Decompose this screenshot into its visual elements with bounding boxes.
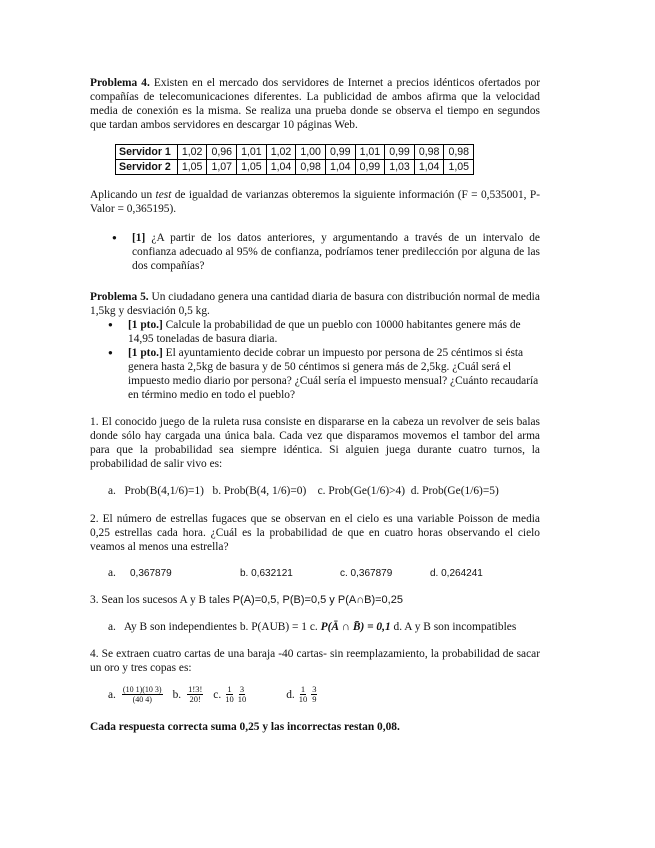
table-row (116, 145, 474, 160)
table-cell: 0,99 (385, 145, 415, 160)
fraction-numerator: (10 1)(10 3) (122, 685, 162, 694)
question-3-options (90, 620, 540, 634)
fraction-denominator: 10 (237, 694, 247, 704)
question-2: 2. El número de estrellas fugaces que se observan en el cielo es una variable Poisson de media 0,25 estrellas cada hora. ¿Cuál es la probabilidad de que en cuatro horas observando el cielo veamos al menos una estrella? (90, 513, 540, 553)
table-cell: 0,98 (296, 160, 326, 175)
variance-test-text (90, 188, 540, 216)
option-letter: a. (108, 567, 116, 579)
list-item (132, 231, 540, 273)
option-value: b. 0,632121 (240, 568, 293, 579)
variance-test-pre: Aplicando un (90, 189, 156, 201)
fraction-a (122, 685, 163, 704)
fraction-b (187, 685, 203, 704)
fraction-numerator: 1 (300, 684, 306, 694)
problem-4-text: Existen en el mercado dos servidores de Internet a precios idénticos ofertados por compañías de telecomunicaciones diferentes. La publicidad de ambos afirma que la velocidad media de conexión es la misma. Se realiza una prueba donde se observa el tiempo en segundos que tardan ambos servidores en descargar 10 páginas Web. (90, 77, 540, 131)
table-row-header: Servidor 1 (116, 145, 178, 160)
question-1: 1. El conocido juego de la ruleta rusa consiste en dispararse en la cabeza un revolver de seis balas donde sólo hay cargada una única bala. Cada vez que disparamos movemos el tambor del arma para que la probabilidad sea siempre idéntica. Si alguien juega durante cuatro turnos, la probabilidad de salir vivo es: (90, 416, 540, 470)
fraction-denominator: 10 (298, 694, 308, 704)
option-value: 0,367879 (130, 568, 172, 579)
problem-4 (90, 76, 540, 132)
table-cell: 1,04 (414, 160, 444, 175)
table-cell: 1,00 (296, 145, 326, 160)
table-cell: 1,02 (266, 145, 296, 160)
fraction-numerator: 3 (312, 684, 317, 694)
list-item (128, 318, 540, 346)
fraction-numerator: 3 (239, 684, 245, 694)
fraction-denominator: 9 (312, 694, 317, 704)
fraction-numerator: 1 (227, 684, 232, 694)
option-letter: b. (172, 688, 182, 701)
scoring-note (90, 720, 540, 734)
table-cell: 1,05 (237, 160, 267, 175)
question-text: ¿A partir de los datos anteriores, y argumentando a través de un intervalo de confianza adecuado al 95% de confianza, podríamos tener predilección por alguna de las dos compañías? (132, 232, 540, 272)
variance-test-post: de igualdad de varianzas obteremos la siguiente información (F = 0,535001, P-Valor = 0,365195). (90, 189, 540, 215)
table-cell: 1,01 (237, 145, 267, 160)
question-text: El ayuntamiento decide cobrar un impuesto por persona de 25 céntimos si ésta genera hasta 2,5kg de basura y de 50 céntimos si genera más de 2,5kg. ¿Cuál será el impuesto medio diario por persona? ¿Cuál sería el impuesto mensual? ¿Cuánto recaudaría en término medio en todo el pueblo? (128, 347, 539, 401)
problem-5-questions (90, 318, 540, 402)
question-points: [1 pto.] (128, 347, 163, 359)
option-math: P(Ā ∩ B̄) = 0,1 (320, 621, 391, 633)
fraction-denominator: 10 (225, 694, 234, 704)
question-4: 4. Se extraen cuatro cartas de una baraja -40 cartas- sin reemplazamiento, la probabilidad de sacar un oro y tres copas es: (90, 648, 540, 674)
question-3 (90, 593, 540, 607)
table-cell: 1,01 (355, 145, 385, 160)
table-cell: 0,98 (414, 145, 444, 160)
option-text: d. A y B son incompatibles (390, 621, 517, 633)
servers-table (115, 144, 474, 175)
table-cell: 0,96 (207, 145, 237, 160)
table-cell: 0,99 (325, 145, 355, 160)
problem-5 (90, 290, 540, 318)
problem-5-label: Problema 5. (90, 291, 149, 303)
fraction-numerator: 1!3! (188, 684, 203, 694)
option-letter: d. (286, 688, 295, 701)
option-value: d. 0,264241 (430, 568, 483, 579)
fraction-d2 (311, 685, 317, 704)
question-3-math: P(A)=0,5, P(B)=0,5 y P(A∩B)=0,25 (232, 594, 403, 606)
question-points: [1] (132, 232, 146, 244)
table-cell: 1,04 (266, 160, 296, 175)
option-value: c. 0,367879 (340, 568, 393, 579)
fraction-c2 (238, 685, 247, 704)
table-cell: 1,07 (207, 160, 237, 175)
problem-4-questions (90, 231, 540, 273)
table-cell: 1,05 (444, 160, 474, 175)
fraction-denominator: (40 4) (132, 695, 152, 704)
exam-page (90, 76, 540, 734)
fraction-c1 (225, 685, 234, 704)
question-4-options (90, 685, 540, 704)
table-cell: 1,02 (177, 145, 207, 160)
option-letter: a. (108, 688, 116, 701)
scoring-note-text: Cada respuesta correcta suma 0,25 y las incorrectas restan 0,08. (90, 721, 400, 733)
variance-test-em: test (155, 189, 172, 201)
table-cell: 1,04 (325, 160, 355, 175)
table-cell: 0,99 (355, 160, 385, 175)
problem-5-text: Un ciudadano genera una cantidad diaria de basura con distribución normal de media 1,5kg y desviación 0,5 kg. (90, 291, 540, 317)
fraction-d1 (299, 685, 308, 704)
option-text: a. Ay B son independientes b. P(AUB) = 1 c. (108, 621, 321, 633)
table-cell: 1,03 (385, 160, 415, 175)
question-2-options (90, 566, 540, 581)
question-points: [1 pto.] (128, 319, 163, 331)
question-3-text: 3. Sean los sucesos A y B tales (90, 594, 233, 606)
table-row (116, 160, 474, 175)
table-cell: 1,05 (177, 160, 207, 175)
fraction-denominator: 20! (189, 694, 201, 704)
problem-4-label: Problema 4. (90, 77, 150, 89)
table-row-header: Servidor 2 (116, 160, 178, 175)
question-1-options: a. Prob(B(4,1/6)=1) b. Prob(B(4, 1/6)=0) c. Prob(Ge(1/6)>4) d. Prob(Ge(1/6)=5) (108, 485, 499, 497)
option-letter: c. (213, 688, 222, 701)
list-item (128, 346, 540, 402)
table-cell: 0,98 (444, 145, 474, 160)
question-text: Calcule la probabilidad de que un pueblo con 10000 habitantes genere más de 14,95 toneladas de basura diaria. (128, 319, 521, 345)
